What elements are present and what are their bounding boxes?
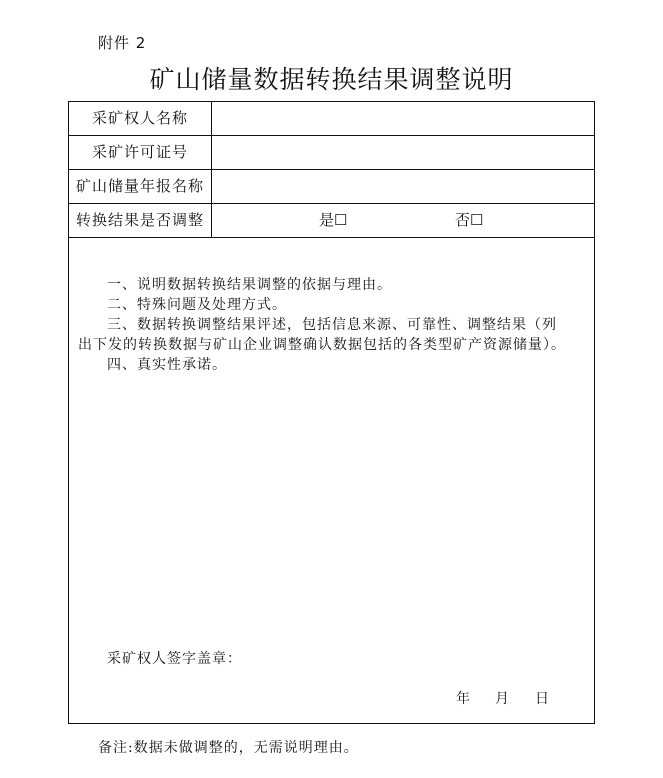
license-no-field[interactable] [212,136,594,169]
annual-report-row [69,170,594,204]
instruction-2: 二、特殊问题及处理方式。 [107,297,287,313]
adjusted-options [212,204,594,237]
adjusted-row [69,204,594,238]
signature-label: 采矿权人签字盖章： [107,651,242,667]
instruction-4: 四、真实性承诺。 [107,357,227,373]
explanation-body[interactable] [69,238,594,723]
date-day: 日 [535,691,550,707]
no-checkbox[interactable]: 否☐ [455,211,484,229]
date-year: 年 [456,691,471,707]
explanation-form [68,101,595,724]
page-title: 矿山储量数据转换结果调整说明 [149,65,514,94]
instruction-3: 三、数据转换调整结果评述，包括信息来源、可靠性、调整结果（列 [107,317,557,333]
license-no-label: 采矿许可证号 [69,136,212,169]
adjusted-label: 转换结果是否调整 [69,204,212,237]
holder-name-label: 采矿权人名称 [69,102,212,135]
instruction-3-cont: 出下发的转换数据与矿山企业调整确认数据包括的各类型矿产资源储量）。 [78,337,566,353]
annual-report-field[interactable] [212,170,594,203]
instruction-1: 一、说明数据转换结果调整的依据与理由。 [107,277,392,293]
holder-name-row [69,102,594,136]
license-no-row [69,136,594,170]
yes-checkbox[interactable]: 是☐ [319,211,348,229]
annual-report-label: 矿山储量年报名称 [69,170,212,203]
holder-name-field[interactable] [212,102,594,135]
date-month: 月 [495,691,510,707]
attachment-label: 附件 2 [98,34,147,52]
footnote: 备注:数据未做调整的，无需说明理由。 [98,740,359,756]
